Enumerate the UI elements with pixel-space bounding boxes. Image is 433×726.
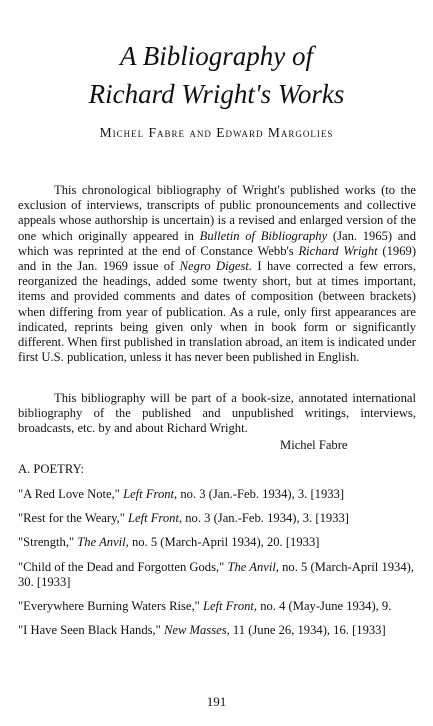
- intro-text: I have corrected a few errors, reorganized the headings, added some twenty short, but at times important, items and provided comments and dates of composition (between brackets) when differing from year of publication. As a rule, only first appearances are indicated, reprints being given only when in book form or significantly different. When first published in translation abroad, an item is indicated under first U.S. publication, unless it has never been published in English.: [18, 259, 416, 365]
- entry-title: "A Red Love Note,": [18, 487, 124, 501]
- entry-title: "Everywhere Burning Waters Rise,": [18, 599, 203, 614]
- entry-details: no. 5 (March-April 1934), 30. [1933]: [18, 559, 414, 589]
- intro-text: This bibliography will be part of a book-size, annotated international bibliography of the published and unpublished writings, interviews, broadcasts, etc. by and about Richard Wright.: [18, 391, 416, 436]
- article-title-line-2: Richard Wright's Works: [88, 79, 345, 109]
- article-title-line-1: A Bibliography of: [120, 41, 313, 71]
- bibliography-list: [18, 487, 416, 647]
- intro-paragraph-2: [18, 391, 416, 437]
- entry-details: no. 3 (Jan.-Feb. 1934), 3. [1933]: [177, 487, 345, 501]
- bibliography-entry: [18, 599, 416, 614]
- bibliography-entry: [18, 623, 416, 638]
- entry-publication: Left Front,: [128, 511, 183, 526]
- bibliography-entry: [18, 535, 416, 550]
- entry-publication: The Anvil,: [77, 535, 129, 550]
- entry-publication: The Anvil,: [227, 559, 279, 574]
- bibliography-entry: [18, 487, 416, 502]
- intro-text: (Jan. 1965) and which was reprinted at the end of Constance Webb's: [18, 228, 416, 258]
- entry-details: no. 4 (May-June 1934), 9.: [257, 599, 392, 614]
- entry-title: "Strength,": [18, 535, 78, 550]
- entry-title: "Child of the Dead and Forgotten Gods,": [18, 559, 228, 574]
- entry-publication: Left Front,: [123, 487, 178, 501]
- entry-details: no. 3 (Jan.-Feb. 1934), 3. [1933]: [182, 511, 349, 526]
- signature: Michel Fabre: [280, 438, 348, 452]
- entry-title: "I Have Seen Black Hands,": [18, 623, 164, 638]
- article-authors: Michel Fabre and Edward Margolies: [99, 125, 334, 140]
- entry-title: "Rest for the Weary,": [18, 511, 128, 526]
- bibliography-entry: [18, 560, 416, 590]
- intro-title-ref: Richard Wright: [298, 243, 378, 258]
- entry-details: 11 (June 26, 1934), 16. [1933]: [229, 623, 386, 638]
- intro-text: This chronological bibliography of Wright's published works (to the exclusion of interviews, transcripts of public pronouncements and collective appeals whose authorship is uncertain) is a revised and enlarged version of the one which originally appeared in: [18, 183, 416, 243]
- intro-text: (1969) and in the Jan. 1969 issue of: [18, 243, 417, 274]
- intro-paragraph-1: [18, 183, 416, 365]
- entry-details: no. 5 (March-April 1934), 20. [1933]: [128, 535, 320, 550]
- entry-publication: New Masses,: [163, 623, 230, 638]
- section-heading: A. POETRY:: [18, 462, 85, 476]
- entry-publication: Left Front,: [202, 599, 258, 614]
- intro-title-ref: Negro Digest.: [179, 259, 253, 274]
- intro-title-ref: Bulletin of Bibliography: [199, 228, 328, 243]
- bibliography-entry: [18, 511, 416, 526]
- page-number: 191: [206, 694, 227, 709]
